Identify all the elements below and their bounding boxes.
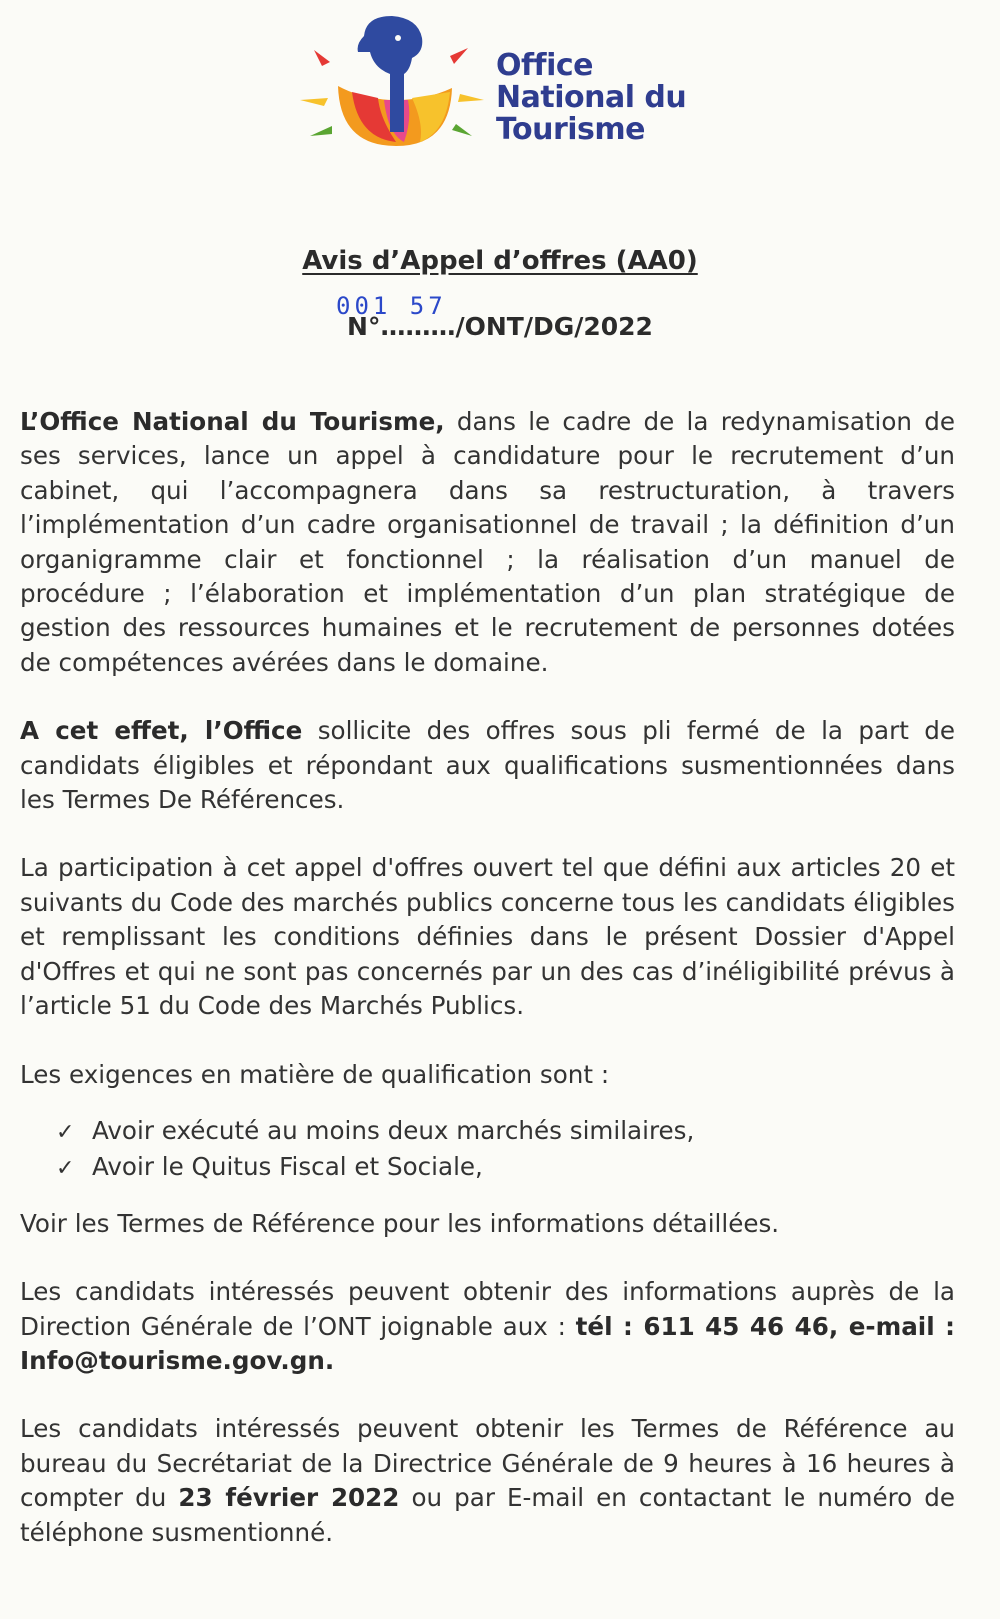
paragraph-intro-text: dans le cadre de la redynamisation de ses services, lance un appel à candidature pour le recrutement d’un cabinet, qui l’accompagnera dans sa restructuration, à travers l’implémentation d’un cadre organisationnel de travail ; la définition d’un organigramme clair et fonctionnel ; la réalisation d’un manuel de procédure ; l’élaboration et implémentation d’un plan stratégique de gestion des ressources humaines et le recrutement de personnes dotées de compétences avérées dans le domaine.: [20, 407, 956, 677]
logo-line-1: Office: [496, 48, 594, 83]
list-item: [56, 1114, 955, 1150]
checkmark-icon: ✓: [56, 1119, 75, 1145]
contact-details: tél : 611 45 46 46, e-mail : Info@tourisme.gov.gn.: [20, 1311, 955, 1375]
requirements-list: [20, 1114, 955, 1187]
paragraph-contact-text: Les candidats intéressés peuvent obtenir des informations auprès de la Direction Générale de l’ONT joignable aux :: [20, 1277, 955, 1341]
paragraph-effect: [20, 714, 955, 817]
paragraph-participation: La participation à cet appel d'offres ouvert tel que défini aux articles 20 et suivants du Code des marchés publics concerne tous les candidats éligibles et remplissant les conditions définies dans le présent Dossier d'Appel d'Offres et qui ne sont pas concernés par un des cas d’inéligibilité prévus à l’article 51 du Code des Marchés Publics.: [20, 853, 955, 1021]
handwritten-number: 001 57: [336, 292, 447, 320]
paragraph-effect-text: sollicite des offres sous pli fermé de la part de candidats éligibles et répondant aux qualifications susmentionnées dans les Termes De Références.: [20, 716, 956, 815]
start-date: 23 février 2022: [178, 1483, 400, 1513]
checkmark-icon: ✓: [56, 1156, 75, 1182]
document-body: [20, 405, 955, 1584]
paragraph-intro-bold: L’Office National du Tourisme,: [20, 407, 445, 436]
ont-emblem-icon: [300, 8, 490, 158]
reference-number: [0, 292, 1000, 341]
paragraph-effect-bold: A cet effet, l’Office: [20, 716, 303, 746]
ont-logo: [300, 8, 720, 158]
paragraph-intro: [20, 405, 955, 680]
page-title: Avis d’Appel d’offres (AA0): [302, 246, 698, 276]
ont-logo-wordmark: [496, 50, 686, 146]
paragraph-obtain-text: Les candidats intéressés peuvent obtenir les Termes de Référence au bureau du Secrétariat de la Directrice Générale de 9 heures à 16 heures à compter du: [20, 1414, 955, 1513]
paragraph-see-terms: Voir les Termes de Référence pour les informations détaillées.: [20, 1208, 780, 1238]
paragraph-requirements: Les exigences en matière de qualification sont :: [20, 1059, 610, 1089]
list-item: [56, 1150, 955, 1186]
title-block: [0, 246, 1000, 276]
logo-line-3: Tourisme: [496, 112, 645, 147]
logo-line-2: National du: [496, 80, 687, 115]
reference-text: N°………/ONT/DG/2022: [347, 312, 653, 341]
paragraph-contact: [20, 1275, 955, 1378]
list-item-text: Avoir exécuté au moins deux marchés similaires,: [92, 1115, 695, 1145]
paragraph-obtain-end: ou par E-mail en contactant le numéro de téléphone susmentionné.: [20, 1483, 956, 1547]
paragraph-obtain-terms: [20, 1412, 955, 1550]
list-item-text: Avoir le Quitus Fiscal et Sociale,: [92, 1152, 483, 1182]
